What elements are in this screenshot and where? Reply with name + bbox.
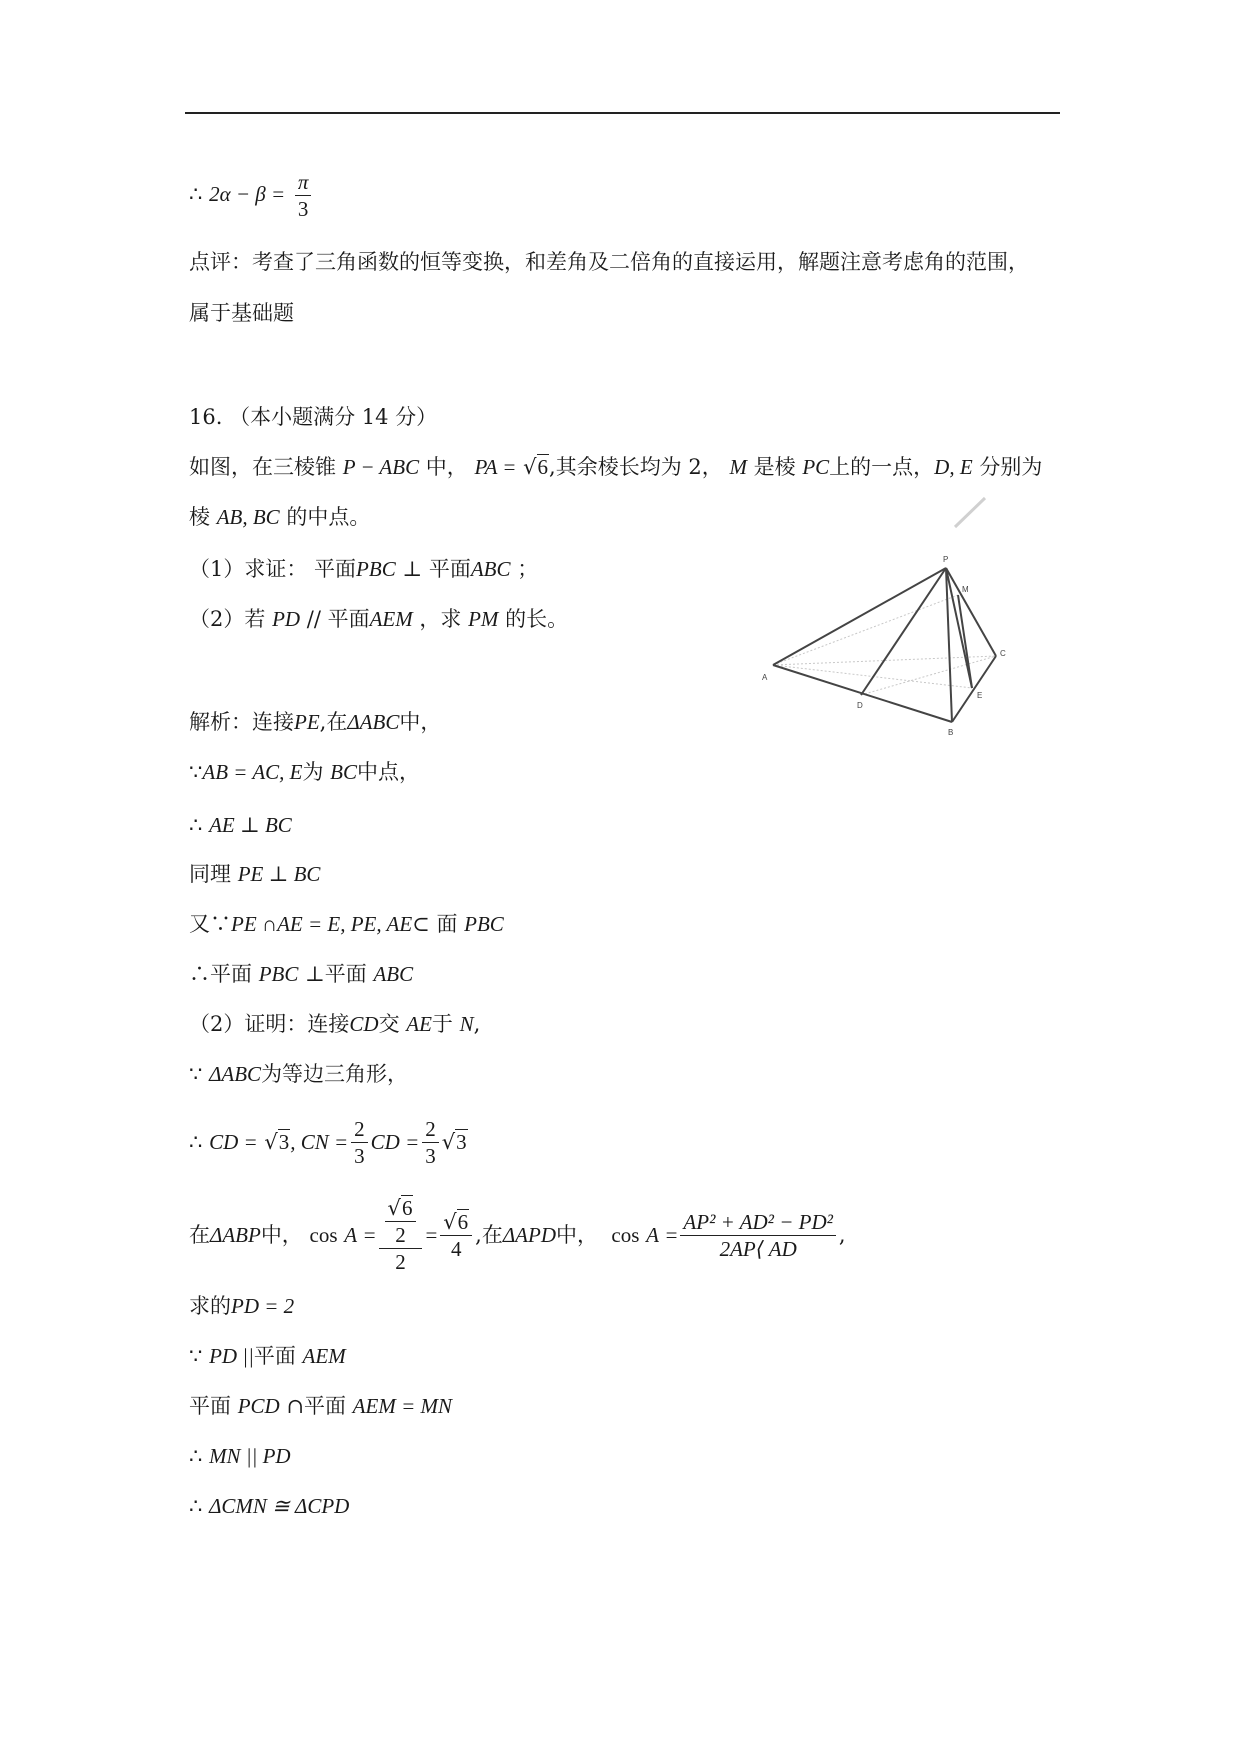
solution-line-15: ∴ ΔCMN ≅ ΔCPD: [189, 1494, 350, 1518]
label-C: C: [1000, 649, 1006, 658]
question-stem-line-1: 如图，在三棱锥 P − ABC 中， PA = √6,其余棱长均为 2， M 是棱 PC上的一点，D, E 分别为: [189, 455, 1043, 479]
edge-PC: [946, 568, 996, 656]
solution-line-12: ∵ PD ||平面 AEM: [189, 1344, 346, 1368]
solution-line-8: ∵ ΔABC为等边三角形，: [189, 1062, 409, 1086]
solution-line-10: 在 ΔABP 中， cos A = $\frac{\frac{√6}{2}}{2}$ = $\frac{√6}{4}$ ,在 ΔAPD 中， cos A = $\frac{\text{AP² + AD² − PD²}}{2AP⟨ AD}$ ,: [189, 1196, 846, 1275]
question-heading: 16. （本小题满分 14 分）: [189, 405, 438, 429]
fraction-half-sqrt6-over-2: $\frac{\frac{√6}{2}}{2}$: [379, 1196, 423, 1274]
solution-line-4: 同理 PE ⊥ BC: [189, 862, 321, 886]
sqrt-6: √6: [523, 455, 549, 479]
edge-BC: [952, 656, 996, 722]
fraction-sqrt6-over-2: $\frac{√6}{2}$: [385, 1196, 417, 1247]
solution-line-14: ∴ MN || PD: [189, 1444, 291, 1468]
fraction-sqrt6-over-4: $\frac{√6}{4}$: [440, 1210, 472, 1261]
solution-line-13: 平面 PCD ∩平面 AEM = MN: [189, 1394, 452, 1418]
solution-line-7: （2）证明：连接CD交 AE于 N,: [189, 1012, 481, 1036]
edge-PA: [773, 568, 946, 665]
sqrt-3: √3: [264, 1130, 290, 1155]
therefore-symbol: ∴: [189, 182, 203, 207]
label-P: P: [943, 555, 949, 564]
fraction-pi-over-3: $\frac{\pi}{3}$: [295, 170, 312, 221]
label-B: B: [948, 728, 954, 737]
label-M: M: [962, 585, 969, 594]
sqrt-6: √6: [387, 1196, 413, 1220]
fraction-two-thirds: $\frac{2}{3}$: [422, 1117, 439, 1168]
solution-line-1: 解析：连接PE,在ΔABC中，: [189, 710, 442, 734]
equation-lhs: 2α − β =: [209, 182, 286, 207]
sqrt-6: √6: [443, 1209, 469, 1234]
pyramid-figure: [0, 0, 1240, 760]
solution-line-11: 求的PD = 2: [189, 1294, 295, 1318]
solution-line-2: ∵AB = AC, E为 BC中点，: [189, 760, 421, 784]
segment-DC-hidden: [861, 656, 996, 695]
segment-PD: [861, 568, 946, 695]
solution-line-3: ∴ AE ⊥ BC: [189, 813, 292, 837]
label-A: A: [762, 673, 768, 682]
segment-AM-hidden: [773, 595, 958, 665]
review-line-1: 点评：考查了三角函数的恒等变换，和差角及二倍角的直接运用，解题注意考虑角的范围，: [189, 250, 1029, 274]
fraction-cosine-rule: $\frac{\text{AP² + AD² − PD²}}{2AP⟨ AD}$: [680, 1210, 836, 1261]
solution-line-6: ∴平面 PBC ⊥平面 ABC: [189, 962, 414, 986]
solution-line-5: 又∵PE ∩AE = E, PE, AE⊂ 面 PBC: [189, 912, 504, 936]
label-D: D: [857, 701, 863, 710]
question-stem-line-2: 棱 AB, BC 的中点。: [189, 505, 371, 529]
question-part-1: （1）求证： 平面PBC ⊥ 平面ABC ；: [189, 557, 539, 581]
label-E: E: [977, 691, 983, 700]
solution-line-9: ∴ CD = √3 , CN = $\frac{2}{3}$ CD = $\frac{2}{3}$ √3: [189, 1117, 467, 1169]
review-line-2: 属于基础题: [189, 301, 294, 325]
sqrt-3: √3: [441, 1130, 467, 1155]
fraction-two-thirds: $\frac{2}{3}$: [351, 1117, 368, 1168]
pen-stroke-mark: [955, 498, 985, 527]
question-part-2: （2）若 PD // 平面AEM ，求 PM 的长。: [189, 607, 569, 631]
